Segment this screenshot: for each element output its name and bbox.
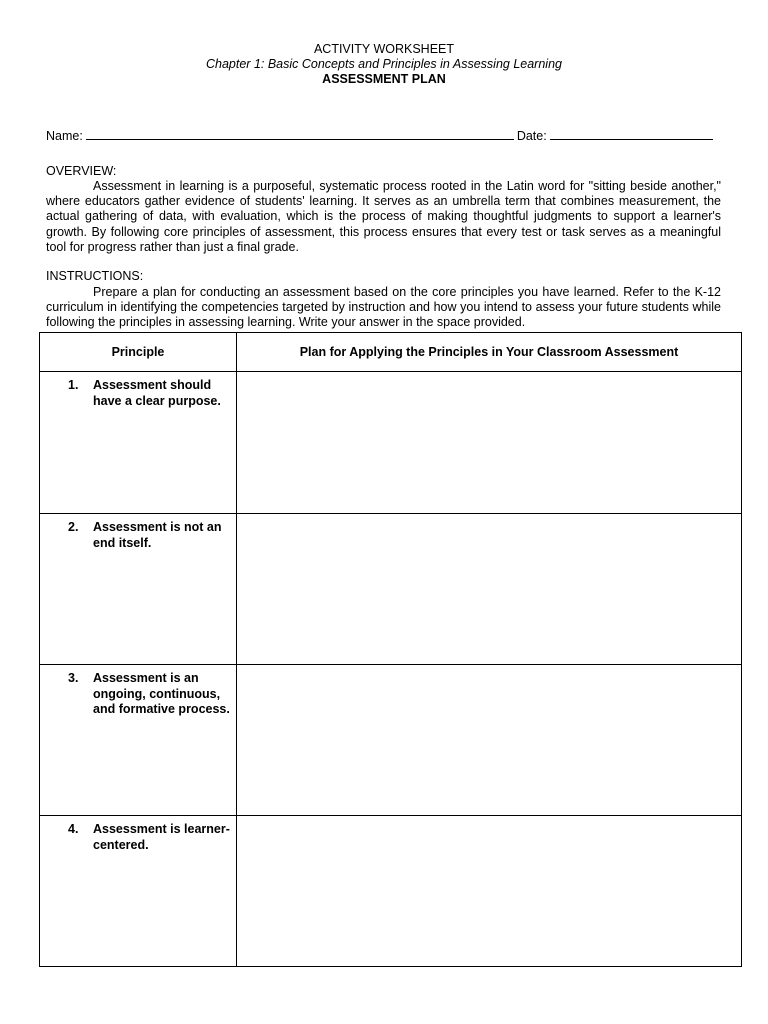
- plan-answer-cell[interactable]: [237, 665, 742, 816]
- plan-answer-cell[interactable]: [237, 372, 742, 514]
- overview-heading: OVERVIEW:: [46, 164, 117, 178]
- worksheet-kicker: ACTIVITY WORKSHEET: [313, 42, 455, 56]
- principle-cell: [40, 514, 237, 665]
- overview-paragraph: Assessment in learning is a purposeful, systematic process rooted in the Latin word for "sitting beside another," where educators gather evidence of students' learning. It serves as an umbrella term that combines measurement, the actual gathering of data, with evaluation, which is the process of making thoughtful judgments to support a learner's growth. By following core principles of assessment, this process ensures that every test or task serves as a meaningful tool for progress rather than just a final grade.: [46, 179, 721, 254]
- table-row: [40, 372, 742, 514]
- principle-text: Assessment is an ongoing, continuous, and formative process.: [93, 671, 230, 716]
- name-field[interactable]: [86, 127, 514, 140]
- table-header-row: [40, 333, 742, 372]
- worksheet-header: [0, 42, 768, 87]
- principle-number: 2.: [68, 520, 79, 534]
- chapter-subtitle: Chapter 1: Basic Concepts and Principles in Assessing Learning: [206, 57, 562, 71]
- principle-text: Assessment is not an end itself.: [93, 520, 222, 550]
- instructions-heading: INSTRUCTIONS:: [46, 269, 144, 283]
- principle-cell: [40, 665, 237, 816]
- principle-cell: [40, 816, 237, 967]
- plan-answer-cell[interactable]: [237, 816, 742, 967]
- principle-text: Assessment is learner-centered.: [93, 822, 230, 852]
- table-row: [40, 665, 742, 816]
- name-label: Name:: [46, 129, 83, 143]
- table-row: [40, 514, 742, 665]
- name-date-line: [46, 127, 722, 143]
- assessment-plan-table: [39, 332, 742, 967]
- principle-number: 3.: [68, 671, 79, 685]
- principle-number: 1.: [68, 378, 79, 392]
- page-title: ASSESSMENT PLAN: [322, 72, 446, 86]
- table-row: [40, 816, 742, 967]
- date-field[interactable]: [550, 127, 713, 140]
- principle-column-header: Principle: [40, 333, 237, 372]
- principle-cell: [40, 372, 237, 514]
- instructions-paragraph: Prepare a plan for conducting an assessment based on the core principles you have learned. Refer to the K-12 curriculum in identifying the competencies targeted by instruction and how you intend to assess your future students while following the principles in assessing learning. Write your answer in the space provided.: [46, 285, 721, 330]
- date-label: Date:: [516, 129, 547, 143]
- plan-column-header: Plan for Applying the Principles in Your Classroom Assessment: [237, 333, 742, 372]
- principle-number: 4.: [68, 822, 79, 836]
- plan-answer-cell[interactable]: [237, 514, 742, 665]
- principle-text: Assessment should have a clear purpose.: [93, 378, 221, 408]
